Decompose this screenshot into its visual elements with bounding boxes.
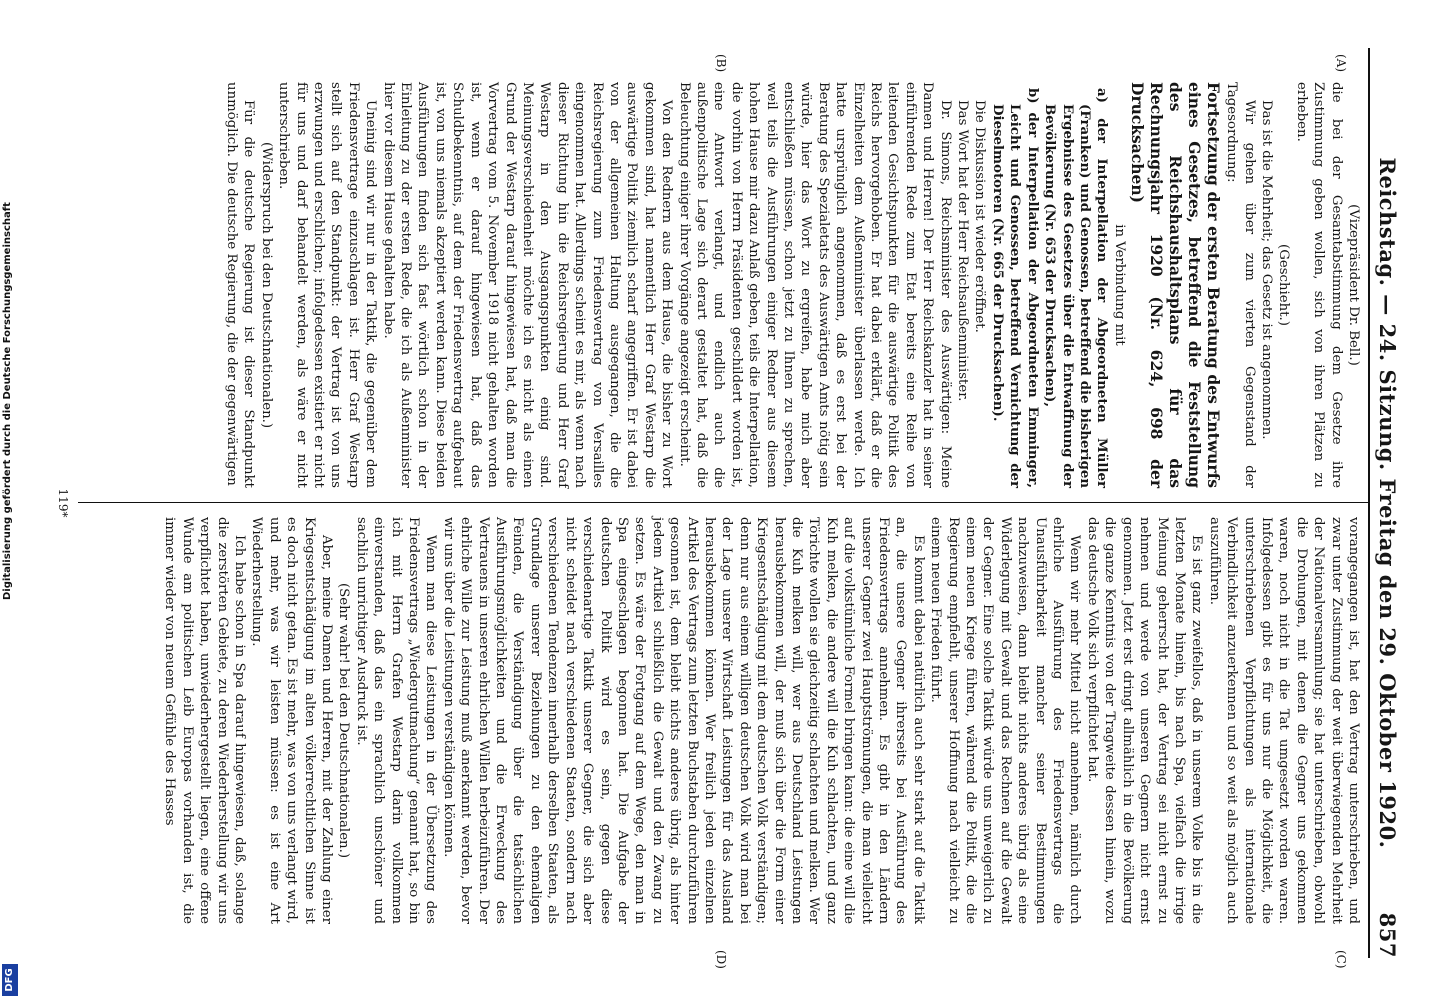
paragraph: Das Wort hat der Herr Reichsaußenminister.	[955, 100, 971, 402]
rotated-page	[16, 0, 1416, 1000]
paragraph: in Verbindung mit	[1111, 224, 1127, 346]
page-footer-mark: 119*	[56, 488, 70, 518]
speech-paragraph: Dr. Simons, Reichsminister des Auswärtigen: Meine Damen und Herren! Der Herr Reichskanzler hat in seiner einführenden Rede zum Etat bereits eine Reihe von leitenden Gesichtspunkten für die auswärtige Politik des Reichs hervorgehoben. Er hat dabei erklärt, daß er die Einzelheiten dem Außenminister überlassen werde. Ich hatte ursprünglich angenommen, daß es erst bei der Beratung des Spezialetats des Auswärtigen Amts nötig sein würde, hier das Wort zu ergreifen, habe mich aber entschließen müssen, schon jetzt zu Ihnen zu sprechen, weil teils die Ausführungen einiger Redner aus diesem hohen Hause mir dazu Anlaß geben, teils die Interpellation, die vorhin von Herrn Präsidenten geschildert worden ist, eine Antwort verlangt, und endlich auch die außenpolitische Lage sich derart gestaltet hat, daß die Beleuchtung einiger ihrer Vorgänge angezeigt erscheint.	[676, 82, 953, 488]
agenda-subitem-a: a) der Interpellation der Abgeordneten Müller (Franken) und Genossen, betreffend die bisherigen Ergebnisse des Gesetzes über die Entwaffnung der Bevölkerung (Nr. 653 der Drucksachen),	[1042, 88, 1110, 488]
paragraph: Die Diskussion ist wieder eröffnet.	[972, 100, 988, 333]
stage-direction: (Widerspruch bei den Deutschnationalen.)	[258, 141, 274, 429]
running-title: Reichstag. — 24. Sitzung. Freitag den 29. Oktober 1920.	[1375, 157, 1400, 849]
text-columns	[78, 48, 1368, 969]
right-column	[78, 503, 1368, 958]
left-column	[78, 48, 1368, 503]
agenda-subitem-b: b) der Interpellation der Abgeordneten Emminger, Leicht und Genossen, betreffend Vernichtung der Dieselmotoren (Nr. 665 der Drucksachen).	[989, 88, 1040, 488]
page-header	[1368, 48, 1400, 958]
speech-paragraph: Wenn man diese Leistungen in der Übersetzung des Friedensvertrags „Wiedergutmachung“ genannt hat, so bin ich mit Herrn Grafen Westarp darin vollkommen einverstanden, daß das ein sprachlich unschöner und sachlich unrichtiger Ausdruck ist.	[353, 517, 439, 924]
agenda-title: Fortsetzung der ersten Beratung des Entwurfs eines Gesetzes, betreffend die Feststellung des Reichshaushaltsplans für das Rechnungsjahr 1920 (Nr. 624, 698 der Drucksachen)	[1127, 82, 1223, 488]
speech-paragraph: vorangegangen ist, hat den Vertrag unterschrieben, und zwar unter Zustimmung der weit überwiegenden Mehrheit der Nationalversammlung; sie hat unterschrieben, obwohl die Drohungen, mit denen die Gegner uns gekommen waren, noch nicht in die Tat umgesetzt worden waren. Infolgedessen gibt es für uns nur die Möglichkeit, die unterschriebenen Verpflichtungen als internationale Verbindlichkeit anzuerkennen und so weit als möglich auch auszuführen.	[1206, 517, 1361, 924]
paragraph: die bei der Gesamtabstimmung dem Gesetze ihre Zustimmung geben wollen, sich von ihren Plätzen zu erheben.	[1293, 82, 1344, 488]
speech-paragraph: Für die deutsche Regierung ist dieser Standpunkt unmöglich. Die deutsche Regierung, die der gegenwärtigen	[224, 82, 257, 488]
dfg-logo: DFG	[2, 964, 18, 996]
paragraph: Das ist die Mehrheit; das Gesetz ist angenommen.	[1258, 100, 1274, 440]
speech-paragraph: Uneinig sind wir nur in der Taktik, die gegenüber dem Friedensvertrage einzuschlagen ist. Herr Graf Westarp stellt sich auf den Standpunkt: der Vertrag ist von uns erzwungen und erschlichen; infolgedessen existiert er nicht für uns und darf behandelt werden, als wäre er nicht unterschrieben.	[276, 82, 379, 488]
paragraph: Wir gehen über zum vierten Gegenstand der Tagesordnung:	[1224, 82, 1257, 488]
speech-paragraph: Ich habe schon in Spa darauf hingewiesen, daß, solange die zerstörten Gebiete, zu deren Wiederherstellung wir uns verpflichtet haben, unwiederhergestellt liegen, eine offene Wunde am politischen Leib Europas vorhanden ist, die immer wieder von neuem Gefühle des Hasses	[162, 517, 247, 924]
speech-paragraph: Es kommt dabei natürlich auch sehr stark auf die Taktik an, die unsere Gegner ihrerseits bei Ausführung des Friedensvertrags annehmen. Es gibt in den Ländern unserer Gegner zwei Hauptströmungen, die man vielleicht auf die volkstümliche Formel bringen kann: die eine will die Kuh melken, die andere will die Kuh schlachten, und ganz Törichte wollen sie gleichzeitig schlachten und melken. Wer die Kuh melken will, wer aus Deutschland Leistungen herausbekommen will, der muß sich über die Form einer Kriegsentschädigung mit dem deutschen Volk verständigen; denn nur aus einem willigen deutschen Volk wird man bei der Lage unserer Wirtschaft Leistungen für das Ausland herausbekommen können. Wer freilich jeden einzelnen Artikel des Vertrags zum letzten Buchstaben durchzuführen gesonnen ist, dem bleibt nichts anderes übrig, als hinter jedem Artikel schließlich die Gewalt und den Zwang zu setzen. Es wäre der Fortgang auf dem Wege, den man in Spa eingeschlagen begonnen hat. Die Aufgabe der deutschen Politik wird es sein, gegen diese verschiedenartige Taktik unserer Gegner, die sich aber nicht scheidet nach verschiedenen Staaten, sondern nach verschiedenen Tendenzen innerhalb derselben Staaten, als Grundlage unserer Beziehungen zu den ehemaligen Feinden, die Verständigung über die tatsächlichen Ausführungsmöglichkeiten und die Erweckung des Vertrauens in unseren ehrlichen Willen herbeizuführen. Der ehrliche Wille zur Leistung muß anerkannt werden, bevor wir uns über die Leistungen verständigen können.	[440, 517, 926, 924]
speaker-header: (Vizepräsident Dr. Bell.)	[1346, 204, 1361, 366]
speech-paragraph: Es ist ganz zweifellos, daß in unserem Volke bis in die letzten Monate hinein, bis nach Spa, vielfach die irrige Meinung geherrscht hat, der Vertrag sei nicht ernst zu nehmen und werde von unseren Gegnern nicht ernst genommen. Jetzt erst dringt allmählich in die Bevölkerung die ganze Kenntnis von der Tragweite dessen hinein, wozu das deutsche Volk sich verpflichtet hat.	[1084, 517, 1205, 924]
digitization-credit: Digitalisierung gefördert durch die Deutsche Forschungsgemeinschaft	[2, 202, 13, 600]
page-number: 857	[1375, 912, 1400, 958]
margin-marker-b: (B)	[714, 54, 728, 73]
stage-direction: (Sehr wahr! bei den Deutschnationalen.)	[336, 582, 352, 859]
speech-paragraph: Wenn wir mehr Mittel nicht annehmen, nämlich durch ehrliche Ausführung des Friedensvertrags die Unausführbarkeit mancher seiner Bestimmungen nachzuweisen, dann bleibt nichts anderes übrig als eine Widerlegung mit Gewalt und das Rechnen auf die Gewalt der Gegner. Eine solche Taktik würde uns unweigerlich zu einem neuen Kriege führen, während die Politik, die die Regierung empfiehlt, unserer Hoffnung nach vielleicht zu einem neuen Frieden führt.	[928, 517, 1083, 924]
speech-paragraph: Aber, meine Damen und Herren, mit der Zahlung einer Kriegsentschädigung im alten völkerrechtlichen Sinne ist es doch nicht getan. Es ist mehr, was von uns verlangt wird, und mehr, was wir leisten müssen: es ist eine Art Wiederherstellung.	[249, 517, 335, 924]
margin-marker-d: (D)	[714, 950, 728, 969]
speech-paragraph: Von den Rednern aus dem Hause, die bisher zu Wort gekommen sind, hat namentlich Herr Graf Westarp die auswärtige Politik ziemlich scharf angegriffen. Er ist dabei von der allgemeinen Haltung ausgegangen, die die Reichsregierung zum Friedensvertrag von Versailles eingenommen hat. Allerdings scheint es mir, als wenn nach dieser Richtung hin die Reichsregierung und Herr Graf Westarp in den Ausgangspunkten einig sind. Meinungsverschiedenheit möchte ich es nicht als einen Grund der Westarp darauf hingewiesen hat, daß man die Vorvertrag vom 5. November 1918 nicht gehalten worden ist, wenn er darauf hingewiesen hat, daß das Schuldbekenntnis, auf dem der Friedensvertrag aufgebaut ist, von uns niemals akzeptiert werden kann. Diese beiden Ausführungen finden sich fast wörtlich schon in der Einleitung zu der ersten Rede, die ich als Außenminister hier vor diesem Hause gehalten habe.	[380, 82, 675, 488]
stage-direction: (Geschieht.)	[1276, 244, 1292, 326]
margin-marker-a: (A)	[1334, 54, 1348, 73]
margin-marker-c: (C)	[1334, 950, 1348, 969]
